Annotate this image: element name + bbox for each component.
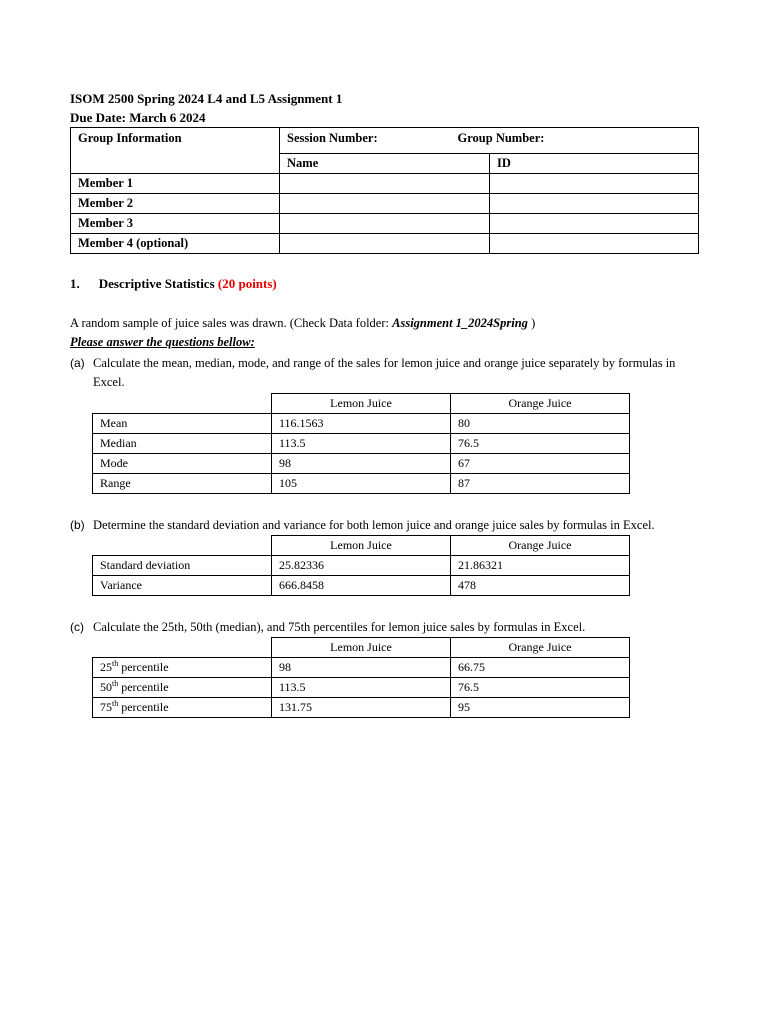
table-row: [93, 576, 630, 596]
session-number-label: Session Number:: [287, 131, 378, 145]
lemon-juice-header: Lemon Juice: [272, 638, 451, 658]
percentile-number: 75: [100, 700, 112, 714]
table-row: [93, 678, 630, 698]
part-b-label: (b): [70, 518, 85, 532]
orange-juice-header: Orange Juice: [451, 638, 630, 658]
ordinal-suffix: th: [112, 699, 119, 708]
orange-value: 66.75: [451, 658, 630, 678]
ordinal-suffix: th: [112, 679, 119, 688]
orange-juice-header: Orange Juice: [451, 394, 630, 414]
percentile-number: 25: [100, 660, 112, 674]
name-header: Name: [280, 154, 490, 174]
orange-value: 95: [451, 698, 630, 718]
stat-label: Median: [93, 434, 272, 454]
percentile-word: percentile: [118, 660, 169, 674]
member-id-cell[interactable]: [490, 174, 699, 194]
lemon-juice-header: Lemon Juice: [272, 394, 451, 414]
percentile-label: [93, 658, 272, 678]
stat-label: Range: [93, 474, 272, 494]
intro-text: A random sample of juice sales was drawn. (Check Data folder:: [70, 316, 393, 330]
lemon-value: 116.1563: [272, 414, 451, 434]
ordinal-suffix: th: [112, 659, 119, 668]
percentile-number: 50: [100, 680, 112, 694]
blank-header-cell: [93, 536, 272, 556]
part-c-table: [92, 637, 630, 718]
blank-header-cell: [93, 638, 272, 658]
section-title: Descriptive Statistics: [98, 276, 215, 291]
table-row: [93, 434, 630, 454]
id-header: ID: [490, 154, 699, 174]
member-name-cell[interactable]: [280, 174, 490, 194]
intro-paragraph: [70, 316, 535, 331]
member-label: Member 3: [71, 214, 280, 234]
part-c-question: Calculate the 25th, 50th (median), and 75th percentiles for lemon juice sales by formulas in Excel.: [93, 620, 586, 634]
stat-label: Mode: [93, 454, 272, 474]
table-row: [93, 454, 630, 474]
orange-value: 478: [451, 576, 630, 596]
stat-label: Variance: [93, 576, 272, 596]
percentile-label: [93, 698, 272, 718]
part-a-table: [92, 393, 630, 494]
table-row: [93, 556, 630, 576]
orange-value: 76.5: [451, 678, 630, 698]
orange-value: 21.86321: [451, 556, 630, 576]
orange-juice-header: Orange Juice: [451, 536, 630, 556]
assignment-title: ISOM 2500 Spring 2024 L4 and L5 Assignment 1: [70, 91, 343, 106]
due-date: Due Date: March 6 2024: [70, 110, 206, 125]
lemon-value: 113.5: [272, 678, 451, 698]
part-b-table: [92, 535, 630, 596]
part-a-question-line2: Excel.: [93, 375, 125, 389]
data-folder-name: Assignment 1_2024Spring: [392, 316, 528, 330]
lemon-juice-header: Lemon Juice: [272, 536, 451, 556]
lemon-value: 113.5: [272, 434, 451, 454]
part-a-question-line1: Calculate the mean, median, mode, and range of the sales for lemon juice and orange juice separately by formulas in: [93, 356, 676, 370]
lemon-value: 98: [272, 658, 451, 678]
lemon-value: 131.75: [272, 698, 451, 718]
group-number-label: Group Number:: [457, 131, 545, 145]
table-row: [93, 658, 630, 678]
table-row: [71, 194, 699, 214]
intro-end: ): [527, 316, 536, 330]
stat-label: Mean: [93, 414, 272, 434]
table-row: [71, 174, 699, 194]
part-c-label: (c): [70, 620, 84, 634]
member-id-cell[interactable]: [490, 194, 699, 214]
lemon-value: 105: [272, 474, 451, 494]
stat-label: Standard deviation: [93, 556, 272, 576]
member-label: Member 1: [71, 174, 280, 194]
percentile-word: percentile: [118, 700, 169, 714]
member-name-cell[interactable]: [280, 194, 490, 214]
member-name-cell[interactable]: [280, 214, 490, 234]
table-row: [71, 234, 699, 254]
group-information-label: Group Information: [71, 128, 280, 174]
lemon-value: 98: [272, 454, 451, 474]
blank-header-cell: [93, 394, 272, 414]
member-label: Member 4 (optional): [71, 234, 280, 254]
orange-value: 80: [451, 414, 630, 434]
lemon-value: 25.82336: [272, 556, 451, 576]
member-name-cell[interactable]: [280, 234, 490, 254]
percentile-word: percentile: [118, 680, 169, 694]
part-b-question: Determine the standard deviation and variance for both lemon juice and orange juice sales by formulas in Excel.: [93, 518, 655, 532]
percentile-label: [93, 678, 272, 698]
member-id-cell[interactable]: [490, 234, 699, 254]
orange-value: 87: [451, 474, 630, 494]
orange-value: 76.5: [451, 434, 630, 454]
part-a-label: (a): [70, 356, 85, 370]
section-points: (20 points): [217, 276, 277, 291]
member-id-cell[interactable]: [490, 214, 699, 234]
table-row: [93, 414, 630, 434]
table-row: [71, 214, 699, 234]
orange-value: 67: [451, 454, 630, 474]
instruction-text: Please answer the questions bellow:: [70, 335, 255, 349]
table-row: [93, 474, 630, 494]
lemon-value: 666.8458: [272, 576, 451, 596]
section-1-heading: [70, 276, 277, 292]
section-number: 1.: [70, 276, 80, 291]
member-label: Member 2: [71, 194, 280, 214]
session-group-cell: [280, 128, 699, 154]
table-row: [93, 698, 630, 718]
group-information-table: [70, 127, 699, 254]
